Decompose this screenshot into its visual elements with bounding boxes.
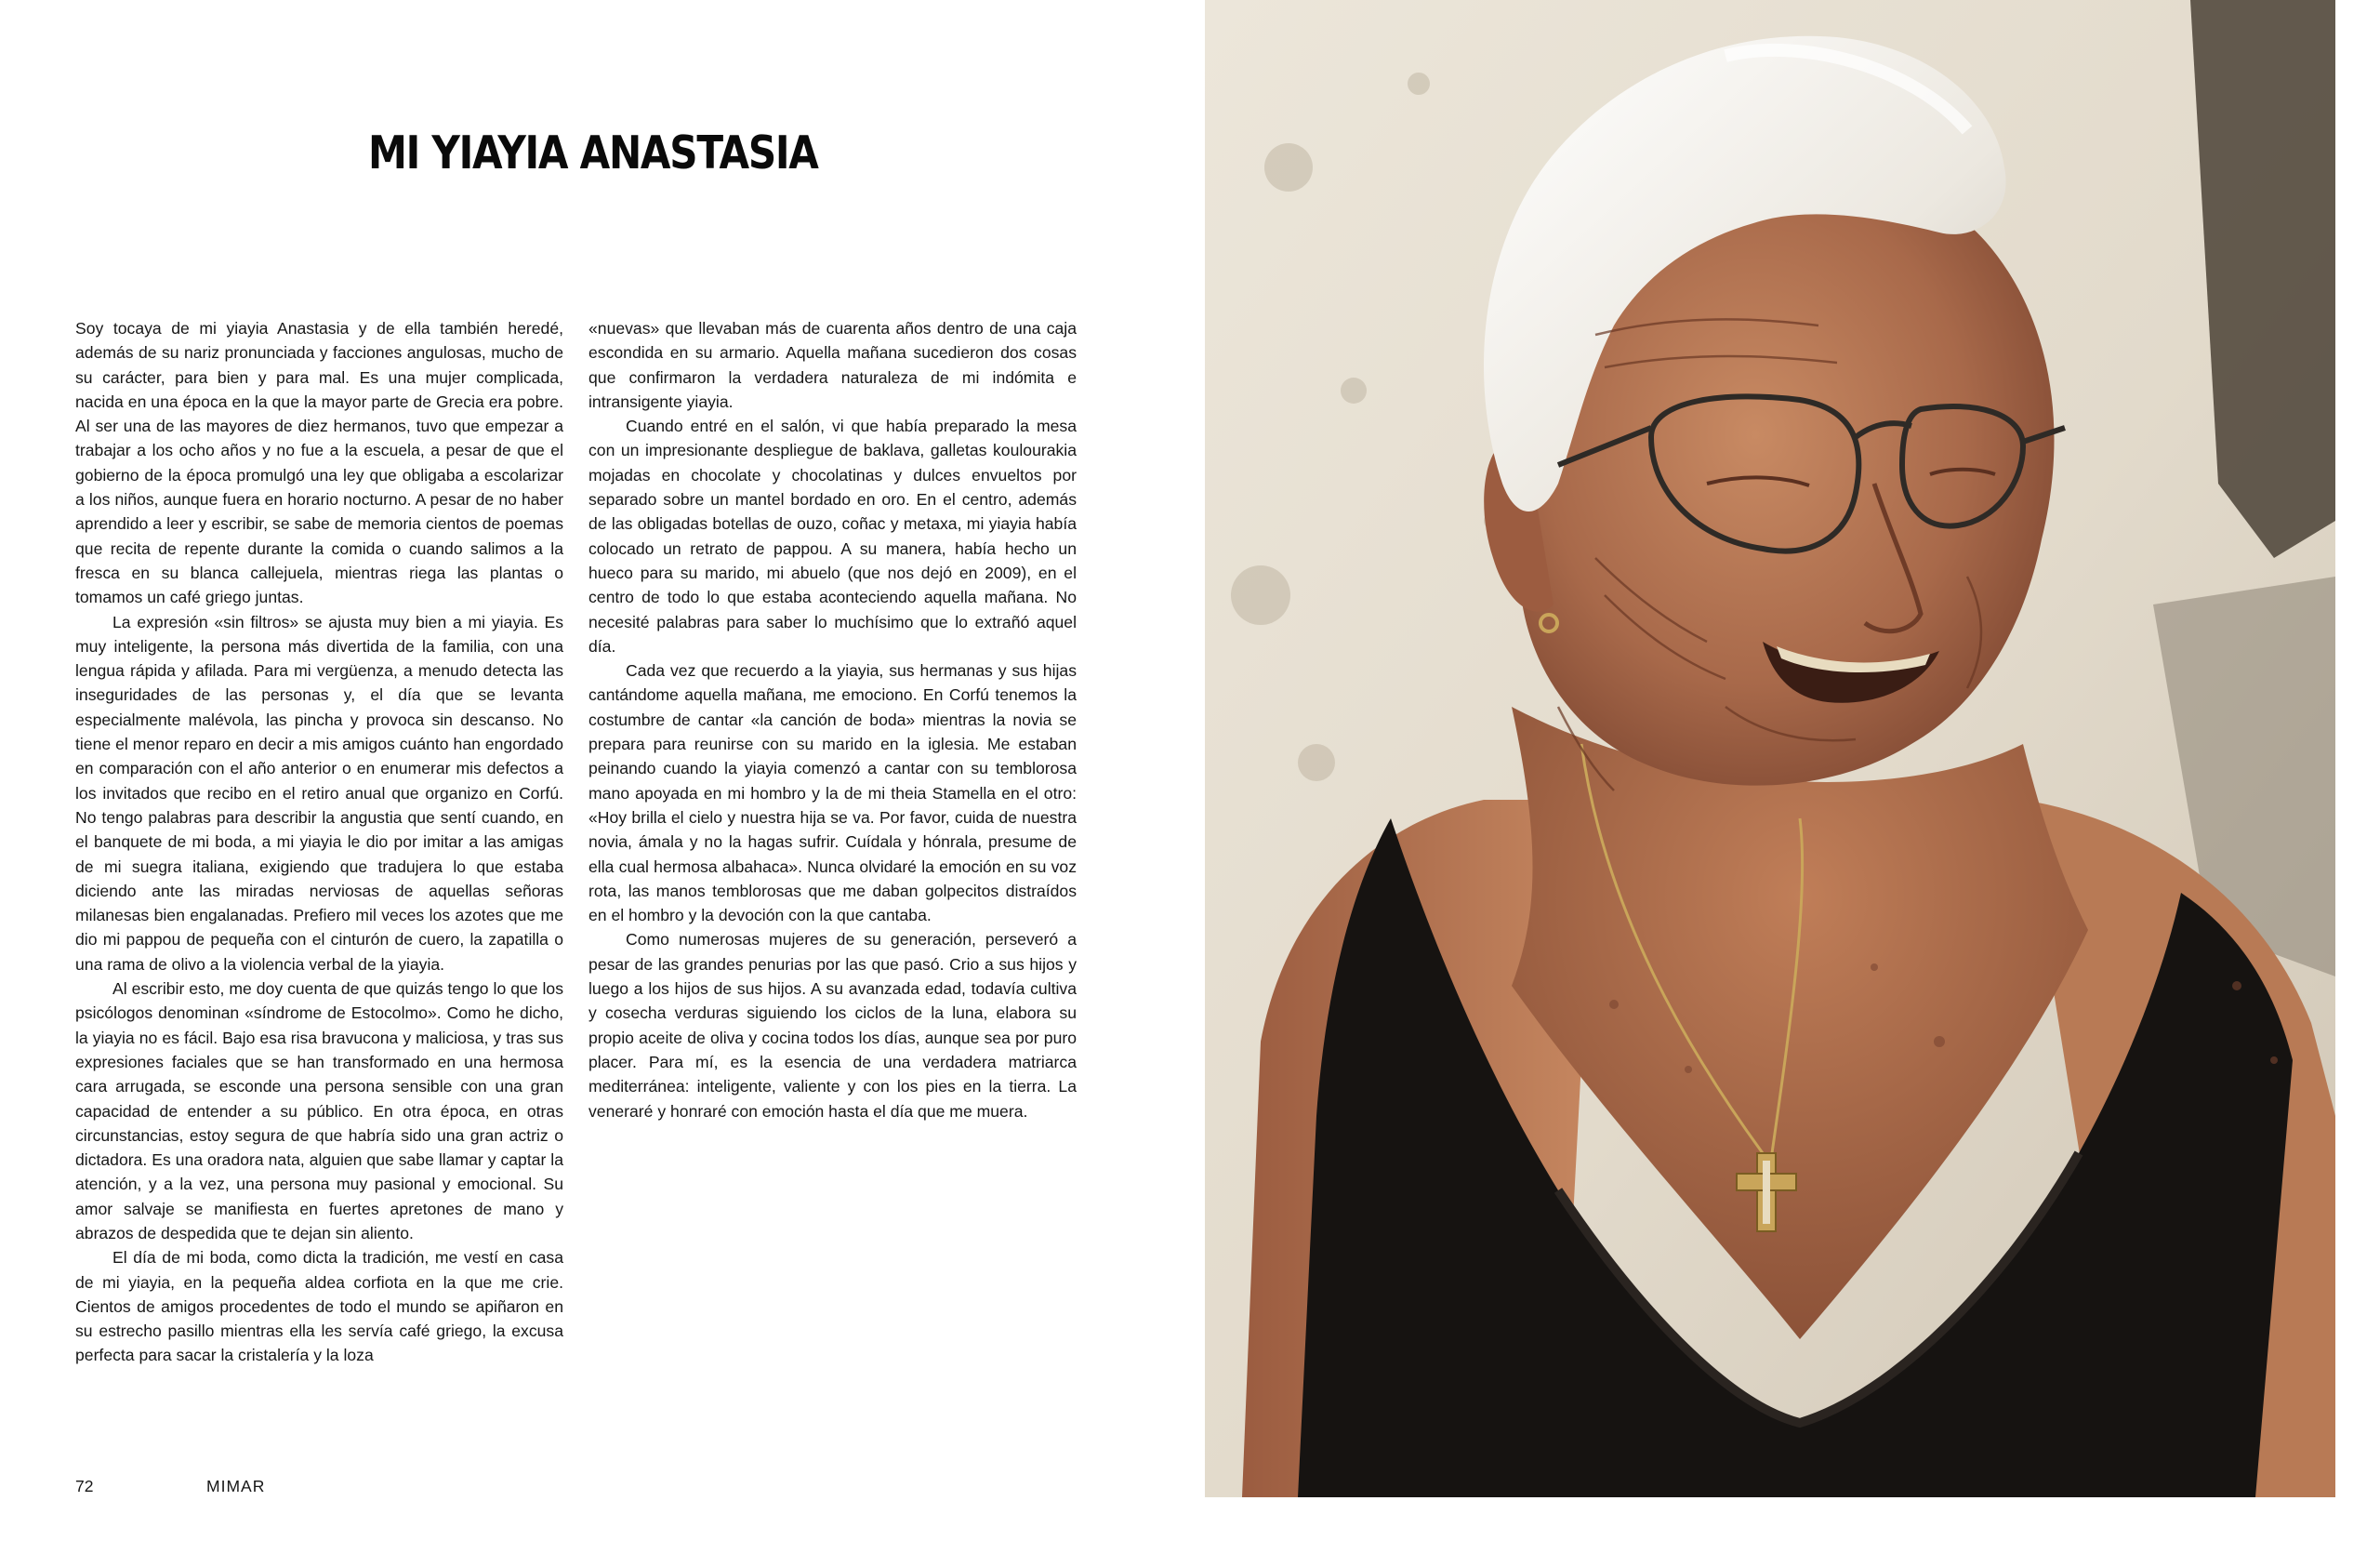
paragraph: Cuando entré en el salón, vi que había preparado la mesa con un impresionante despliegue de baklava, galletas koulourakia mojadas en chocolate y chocolatinas y dulces envueltos por separado sobre un mantel bordado en oro. En el centro, además de las obligadas botellas de ouzo, coñac y metaxa, mi yiayia había colocado un retrato de pappou. A su manera, había hecho un hueco para su marido, mi abuelo (que nos dejó en 2009), en el centro de todo lo que estaba aconteciendo aquella mañana. No necesité palabras para saber lo muchísimo que lo extrañó aquel día. [588,417,1077,656]
running-head: MIMAR [206,1477,266,1495]
text-column-2 [588,316,1077,1123]
page-number: 72 [75,1477,94,1495]
paragraph: Soy tocaya de mi yiayia Anastasia y de ella también heredé, además de su nariz pronunciada y facciones angulosas, mucho de su carácter, para bien y para mal. Es una mujer complicada, nacida en una época en la que la mayor parte de Grecia era pobre. Al ser una de las mayores de diez hermanos, tuvo que empezar a trabajar a los ocho años y no fue a la escuela, a pesar de que el gobierno de la época promulgó una ley que obligaba a escolarizar a los niños, aunque fuera en horario nocturno. A pesar de no haber aprendido a leer y escribir, se sabe de memoria cientos de poemas que recita de repente durante la comida o cuando salimos a la fresca en su blanca callejuela, mientras riega las plantas o tomamos un café griego juntas. [75,319,563,607]
article-title: MI YIAYIA ANASTASIA [368,126,818,179]
paragraph: Al escribir esto, me doy cuenta de que quizás tengo lo que los psicólogos denominan «síndrome de Estocolmo». Como he dicho, la yiayia no es fácil. Bajo esa risa bravucona y maliciosa, y tras sus expresiones faciales que se han transformado en una hermosa cara arrugada, se esconde una persona sensible con una gran capacidad de entender a su público. En otra época, en otras circunstancias, estoy segura de que habría sido una gran actriz o dictadora. Es una oradora nata, alguien que sabe llamar y captar la atención, y a la vez, una persona muy pasional y emocional. Su amor salvaje se manifiesta en fuertes apretones de mano y abrazos de despedida que te dejan sin aliento. [75,979,563,1242]
paragraph: «nuevas» que llevaban más de cuarenta años dentro de una caja escondida en su armario. Aquella mañana sucedieron dos cosas que confirmaron la verdadera naturaleza de mi indómita e intransigente yiayia. [588,319,1077,411]
text-column-1 [75,316,563,1368]
paragraph: La expresión «sin filtros» se ajusta muy bien a mi yiayia. Es muy inteligente, la persona más divertida de la familia, con una lengua rápida y afilada. Para mi vergüenza, a menudo detecta las inseguridades de las personas y, el día que se levanta especialmente malévola, las pincha y provoca sin descanso. No tiene el menor reparo en decir a mis amigos cuánto han engordado en comparación con el año anterior o en enumerar mis defectos a los invitados que recibo en el retiro anual que organizo en Corfú. No tengo palabras para describir la angustia que sentí cuando, en el banquete de mi boda, a mi yiayia le dio por imitar a las amigas de mi suegra italiana, exigiendo que tradujera lo que estaba diciendo ante las miradas nerviosas de aquellas señoras milanesas bien engalanadas. Prefiero mil veces los azotes que me dio mi pappou de pequeña con el cinturón de cuero, la zapatilla o una rama de olivo a la violencia verbal de la yiayia. [75,612,563,974]
portrait-illustration [1205,0,2335,1497]
paragraph: El día de mi boda, como dicta la tradición, me vestí en casa de mi yiayia, en la pequeña aldea corfiota en la que me crie. Cientos de amigos procedentes de todo el mundo se apiñaron en su estrecho pasillo mientras ella les servía café griego, la excusa perfecta para sacar la cristalería y la loza [75,1248,563,1365]
portrait-photo [1205,0,2335,1497]
paragraph: Cada vez que recuerdo a la yiayia, sus hermanas y sus hijas cantándome aquella mañana, me emociono. En Corfú tenemos la costumbre de cantar «la canción de boda» mientras la novia se prepara para reunirse con su marido en la iglesia. Me estaban peinando cuando la yiayia comenzó a cantar con su temblorosa mano apoyada en mi hombro y la de mi theia Stamella en el otro: «Hoy brilla el cielo y nuestra hija se va. Por favor, cuida de nuestra novia, ámala y no la hagas sufrir. Cuídala y hónrala, presume de ella cual hermosa albahaca». Nunca olvidaré la emoción en su voz rota, las manos temblorosas que me daban golpecitos distraídos en el hombro y la devoción con la que cantaba. [588,661,1077,925]
paragraph: Como numerosas mujeres de su generación, perseveró a pesar de las grandes penurias por las que pasó. Crio a sus hijos y luego a los hijos de sus hijos. A su avanzada edad, todavía cultiva y cosecha verduras siguiendo los ciclos de la luna, elabora su propio aceite de oliva y cocina todos los días, aunque sea por puro placer. Para mí, es la esencia de una verdadera matriarca mediterránea: inteligente, valiente y con los pies en la tierra. La veneraré y honraré con emoción hasta el día que me muera. [588,930,1077,1121]
